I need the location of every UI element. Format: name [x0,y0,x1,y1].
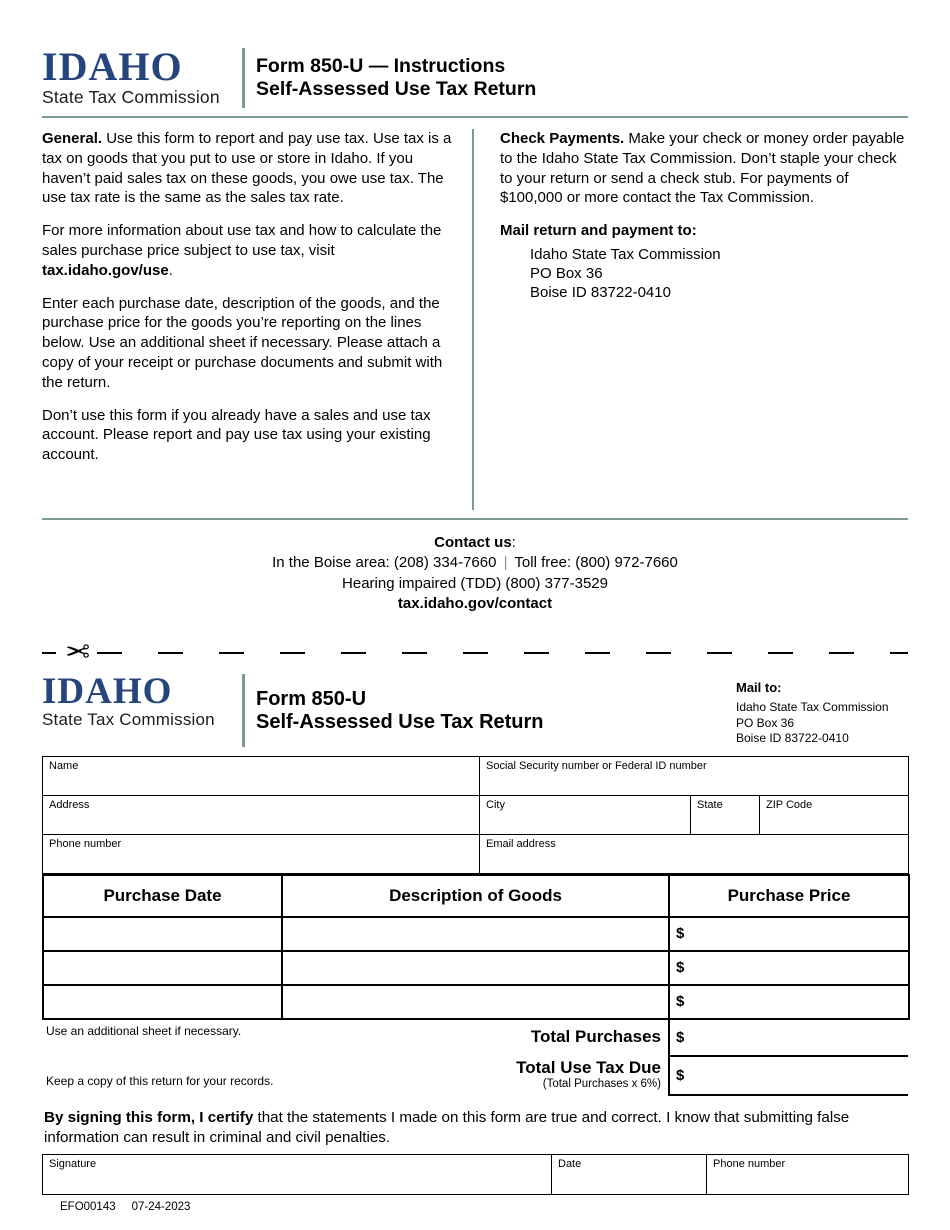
phone-field[interactable]: Phone number [43,834,480,873]
mail-address-line3: Boise ID 83722-0410 [530,284,671,302]
form-footer [42,1201,908,1213]
mail-to-block [736,674,908,747]
email-field[interactable]: Email address [480,834,909,873]
additional-sheet-note: Use an additional sheet if necessary. [46,1023,242,1038]
total-use-tax-amount-cell[interactable] [670,1057,908,1094]
mail-return-address [500,245,908,303]
signature-row [43,1155,909,1195]
instructions-title-line2: Self-Assessed Use Tax Return [256,78,537,100]
signature-phone-field[interactable]: Phone number [707,1155,909,1195]
purchase-row-3 [43,985,909,1019]
cut-here-line [42,635,908,670]
mail-to-line1: Idaho State Tax Commission [736,700,889,714]
instructions-right-column [474,129,908,510]
dollar-sign: $ [676,925,685,943]
mail-to-line3: Boise ID 83722-0410 [736,731,849,746]
state-field[interactable]: State [691,795,760,834]
mail-address-line2: PO Box 36 [530,265,603,283]
dollar-sign: $ [676,959,685,977]
purchase-row-2 [43,951,909,985]
mail-address-line1: Idaho State Tax Commission [530,245,721,263]
contact-section [42,533,908,614]
contact-phones-line: In the Boise area: (208) 334-7660 | Toll free: (800) 972-7660 [272,554,678,572]
purchase-date-header: Purchase Date [43,875,282,917]
form-revision-date: 07-24-2023 [131,1201,191,1214]
price-cell-3[interactable] [669,985,909,1019]
instructions-header [42,44,908,108]
check-payments-paragraph: Check Payments. Make your check or money order payable to the Idaho State Tax Commission. Don’t staple your check to your return or send a check stub. For payments of $100,000 or more contact the Tax Commission. [500,130,905,207]
idaho-tax-commission-logo [42,44,242,108]
city-field[interactable]: City [480,795,691,834]
signature-field[interactable]: Signature [43,1155,552,1195]
description-cell-2[interactable] [282,951,669,985]
form-code: EFO00143 [60,1201,116,1214]
price-cell-1[interactable] [669,917,909,951]
general-paragraph: General. Use this form to report and pay use tax. Use tax is a tax on goods that you put to use or store in Idaho. If you haven’t paid sales tax on these goods, you owe use tax. The use tax rate is the same as the sales tax rate. [42,130,452,207]
purchase-date-cell-1[interactable] [43,917,282,951]
purchase-row-1 [43,917,909,951]
purchase-date-cell-3[interactable] [43,985,282,1019]
total-use-tax-label: Total Use Tax Due [516,1057,661,1077]
mail-to-line2: PO Box 36 [736,715,795,730]
totals-labels [42,1020,668,1094]
header-divider-bar [242,48,245,108]
contact-tdd-line: Hearing impaired (TDD) (800) 377-3529 [342,574,608,592]
address-field[interactable]: Address [43,795,480,834]
purchase-table [42,874,910,1020]
logo-subtitle: State Tax Commission [42,87,220,107]
idaho-tax-commission-logo-2 [42,671,242,747]
total-purchases-amount-cell[interactable] [670,1020,908,1057]
totals-amounts [668,1020,908,1096]
logo-wordmark-2: IDAHO [42,671,173,712]
check-payments-lead: Check Payments. [500,130,625,147]
more-info-paragraph: For more information about use tax and how to calculate the sales purchase price subject to use tax, visit tax.idaho.gov/use. [42,222,442,279]
phone-separator: | [503,554,508,572]
return-header [42,671,908,747]
name-field[interactable]: Name [43,756,480,795]
general-lead: General. [42,130,103,147]
purchase-price-header: Purchase Price [669,875,909,917]
mail-to-label: Mail to: [736,680,782,695]
instructions-columns [42,118,908,510]
description-cell-1[interactable] [282,917,669,951]
enter-purchase-paragraph: Enter each purchase date, description of the goods, and the purchase price for the goods you’re reporting on the lines below. Use an additional sheet if necessary. Please attach a copy of your receipt or purchase documents and submit with the return. [42,294,443,391]
mail-return-heading: Mail return and payment to: [500,222,697,240]
dont-use-paragraph: Don’t use this form if you already have a sales and use tax account. Please report and pay use tax using your existing account. [42,406,431,464]
info-row-address [43,795,909,834]
return-header-divider-bar [242,674,245,747]
ssn-field[interactable]: Social Security number or Federal ID number [480,756,909,795]
total-purchases-label: Total Purchases [530,1026,661,1046]
cut-dash [42,652,56,654]
instructions-title [256,48,536,108]
signature-table [42,1154,909,1195]
use-tax-link[interactable]: tax.idaho.gov/use [42,261,169,279]
logo-wordmark: IDAHO [42,44,183,89]
purchase-date-cell-2[interactable] [43,951,282,985]
contact-heading: Contact us: [434,534,516,551]
contact-url[interactable]: tax.idaho.gov/contact [397,594,553,612]
description-cell-3[interactable] [282,985,669,1019]
dollar-sign: $ [676,993,685,1011]
info-row-name [43,756,909,795]
taxpayer-info-table [42,756,909,874]
return-title-line2: Self-Assessed Use Tax Return [256,711,544,733]
instructions-left-column [42,129,472,510]
certification-lead: By signing this form, I certify [44,1108,254,1126]
columns-bottom-rule [42,518,908,520]
certification-statement: By signing this form, I certify that the statements I made on this form are true and correct. I know that submitting false information can result in criminal and civil penalties. [44,1108,850,1146]
zip-field[interactable]: ZIP Code [760,795,909,834]
instructions-title-line1: Form 850-U — Instructions [256,55,506,77]
dollar-sign: $ [676,1066,685,1084]
purchase-table-header-row [43,875,909,917]
return-title [256,674,544,747]
price-cell-2[interactable] [669,951,909,985]
total-use-tax-subnote: (Total Purchases x 6%) [542,1077,661,1090]
cut-dashes [97,652,908,654]
return-title-line1: Form 850-U [256,688,367,710]
date-field[interactable]: Date [552,1155,707,1195]
info-row-phone [43,834,909,873]
dollar-sign: $ [676,1028,685,1046]
logo-subtitle-2: State Tax Commission [42,710,215,730]
scissors-icon: ✂ [65,635,91,670]
totals-section [42,1020,908,1096]
description-header: Description of Goods [282,875,669,917]
keep-copy-note: Keep a copy of this return for your records. [46,1073,274,1088]
